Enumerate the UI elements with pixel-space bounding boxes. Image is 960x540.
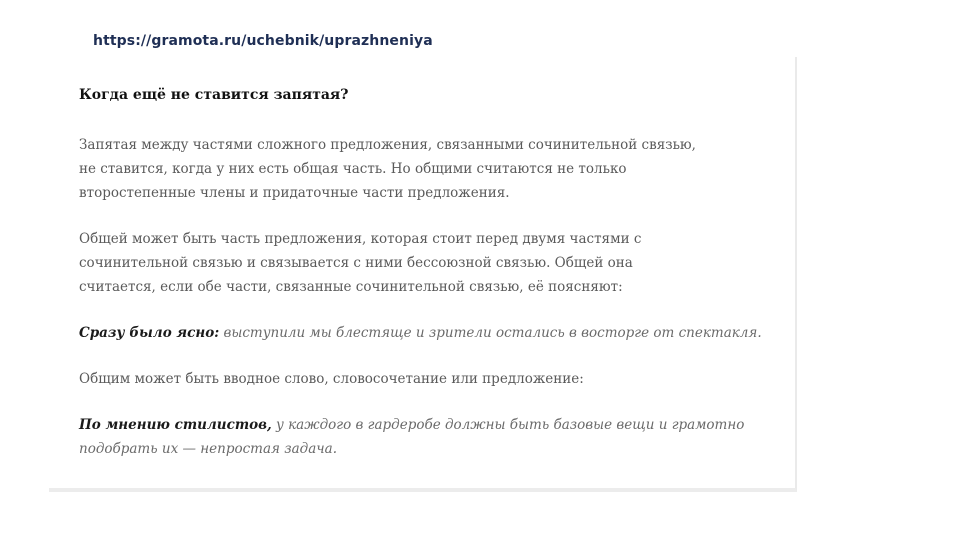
article-card [49,57,797,492]
paragraph-introductory [79,367,584,391]
example-sentence-2 [79,413,744,461]
source-url[interactable]: https://gramota.ru/uchebnik/uprazhneniya [93,33,433,49]
paragraph-line: Запятая между частями сложного предложения, связанными сочинительной связью, [79,137,696,153]
paragraph-line: не ставится, когда у них есть общая часть. Но общими считаются не только [79,161,627,177]
paragraph-shared-part [79,133,696,205]
example-lead: Сразу было ясно: [79,325,220,341]
example-line [79,321,762,345]
article-heading: Когда ещё не ставится запятая? [79,87,349,103]
paragraph-line: сочинительной связью и связывается с ними бессоюзной связью. Общей она [79,255,633,271]
paragraph-common-part [79,227,641,299]
example-line: подобрать их — непростая задача. [79,441,338,457]
example-lead: По мнению стилистов, [79,417,272,433]
paragraph-line: второстепенные члены и придаточные части предложения. [79,185,510,201]
paragraph-line: Общим может быть вводное слово, словосочетание или предложение: [79,371,584,387]
example-line [79,413,744,437]
example-text: выступили мы блестяще и зрители остались в восторге от спектакля. [219,325,762,341]
paragraph-line: считается, если обе части, связанные сочинительной связью, её поясняют: [79,279,623,295]
paragraph-line: Общей может быть часть предложения, которая стоит перед двумя частями с [79,231,642,247]
example-sentence-1 [79,321,762,345]
example-text: у каждого в гардеробе должны быть базовые вещи и грамотно [271,417,745,433]
